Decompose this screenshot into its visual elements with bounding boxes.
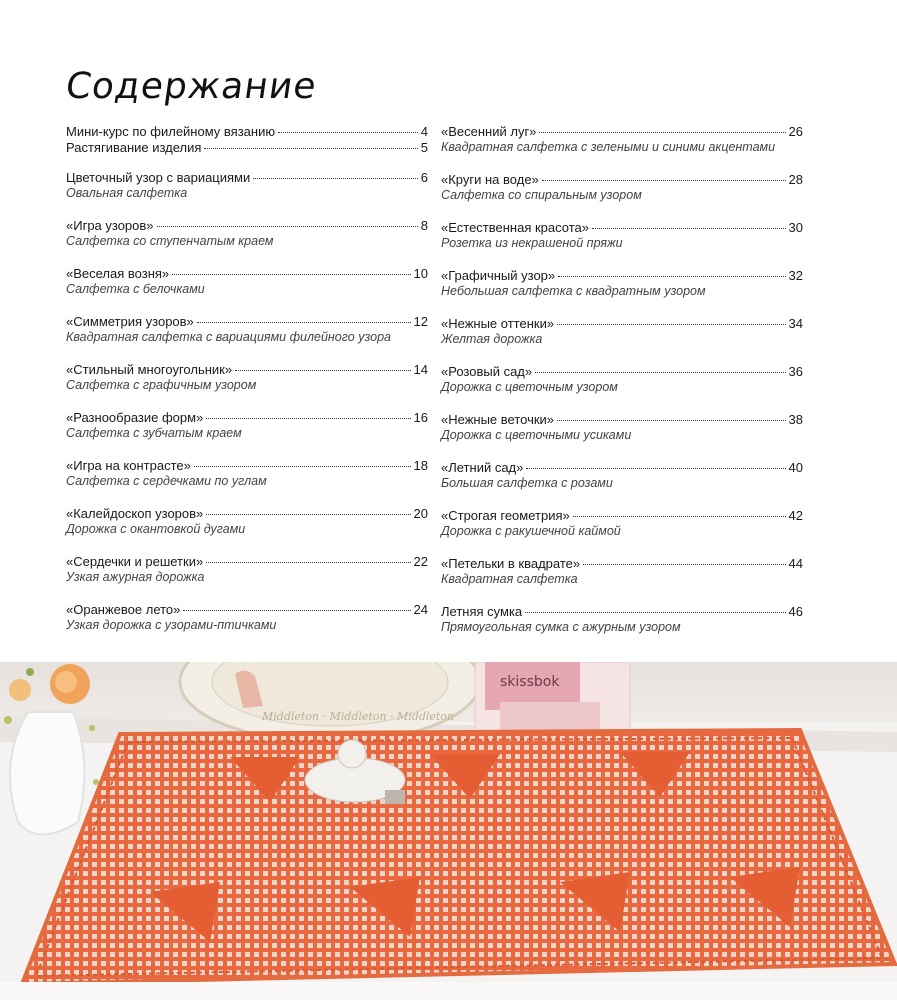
toc-entry-subtitle: Дорожка с ракушечной каймой xyxy=(441,524,621,538)
toc-dot-leader xyxy=(583,564,785,565)
toc-entry[interactable] xyxy=(441,124,803,155)
toc-dot-leader xyxy=(557,324,785,325)
toc-dot-leader xyxy=(525,612,785,613)
toc-entry-line xyxy=(66,314,428,330)
toc-entry[interactable] xyxy=(66,410,428,441)
toc-entry[interactable] xyxy=(66,266,428,297)
toc-entry-subtitle: Овальная салфетка xyxy=(66,186,188,200)
toc-entry-subtitle: Салфетка со спиральным узором xyxy=(441,188,642,202)
toc-entry-title: Растягивание изделия xyxy=(66,140,202,155)
toc-entry[interactable] xyxy=(441,460,803,491)
toc-entry-subtitle: Квадратная салфетка с зелеными и синими акцентами xyxy=(441,140,776,154)
toc-dot-leader xyxy=(558,276,785,277)
plate-text: Middleton · Middleton · Middleton xyxy=(262,710,455,723)
toc-entry-subtitle: Салфетка с графичным узором xyxy=(66,378,257,392)
toc-entry-title: «Весенний луг» xyxy=(441,124,537,139)
toc-entry-title: «Круги на воде» xyxy=(441,172,539,187)
toc-entry[interactable] xyxy=(441,412,803,443)
toc-dot-leader xyxy=(206,418,410,419)
toc-entry-subtitle: Салфетка с зубчатым краем xyxy=(66,426,242,440)
toc-page-number: 34 xyxy=(788,316,803,331)
toc-entry-subtitle: Квадратная салфетка xyxy=(441,572,578,586)
toc-entry-line xyxy=(441,556,803,572)
toc-entry-line xyxy=(441,124,803,140)
toc-entry-title: «Калейдоскоп узоров» xyxy=(66,506,204,521)
toc-page-number: 20 xyxy=(413,506,428,521)
toc-entry-subtitle: Дорожка с цветочным узором xyxy=(441,380,618,394)
toc-entry-subtitle: Дорожка с цветочными усиками xyxy=(441,428,632,442)
toc-entry[interactable] xyxy=(441,364,803,395)
toc-entry[interactable] xyxy=(441,220,803,251)
toc-entry[interactable] xyxy=(66,458,428,489)
toc-entry[interactable] xyxy=(66,554,428,585)
toc-dot-leader xyxy=(183,610,410,611)
toc-entry-title: «Веселая возня» xyxy=(66,266,170,281)
toc-entry-title: Мини-курс по филейному вязанию xyxy=(66,124,276,139)
toc-entry-subtitle: Узкая дорожка с узорами-птичками xyxy=(66,618,277,632)
page-title: Содержание xyxy=(63,66,320,107)
toc-page-number: 4 xyxy=(420,124,428,139)
toc-dot-leader xyxy=(206,562,410,563)
toc-page-number: 22 xyxy=(413,554,428,569)
toc-entry-title: «Игра на контрасте» xyxy=(66,458,191,473)
toc-entry-subtitle: Салфетка со ступенчатым краем xyxy=(66,234,274,248)
toc-entry-line xyxy=(66,266,428,282)
toc-entry[interactable] xyxy=(441,268,803,299)
toc-entry-title: Летняя сумка xyxy=(441,604,523,619)
toc-entry-subtitle: Прямоугольная сумка с ажурным узором xyxy=(441,620,681,634)
toc-entry-line xyxy=(66,218,428,234)
toc-entry-title: «Естественная красота» xyxy=(441,220,589,235)
toc-entry-title: Цветочный узор с вариациями xyxy=(66,170,251,185)
toc-entry-title: «Сердечки и решетки» xyxy=(66,554,204,569)
toc-entry-line xyxy=(66,140,428,156)
toc-entry-line xyxy=(66,506,428,522)
toc-entry-title: «Разнообразие форм» xyxy=(66,410,204,425)
book-text: skissbok xyxy=(500,674,560,690)
toc-entry-line xyxy=(66,124,428,140)
toc-dot-leader xyxy=(204,148,417,149)
toc-page-number: 12 xyxy=(413,314,428,329)
toc-entry[interactable] xyxy=(66,506,428,537)
toc-entry-title: «Нежные веточки» xyxy=(441,412,555,427)
toc-dot-leader xyxy=(539,132,785,133)
toc-entry[interactable] xyxy=(66,362,428,393)
toc-entry[interactable] xyxy=(66,170,428,201)
toc-entry[interactable] xyxy=(66,314,428,345)
toc-page-number: 32 xyxy=(788,268,803,283)
toc-page-number: 24 xyxy=(413,602,428,617)
toc-dot-leader xyxy=(197,322,411,323)
toc-entry-line xyxy=(66,554,428,570)
toc-entry-line xyxy=(441,268,803,284)
toc-entry-subtitle: Узкая ажурная дорожка xyxy=(66,570,205,584)
toc-entry-line xyxy=(66,602,428,618)
toc-page-number: 18 xyxy=(413,458,428,473)
toc-entry-line xyxy=(441,412,803,428)
toc-entry-subtitle: Небольшая салфетка с квадратным узором xyxy=(441,284,706,298)
toc-entry-title: «Оранжевое лето» xyxy=(66,602,181,617)
toc-left-column xyxy=(66,124,428,633)
toc-entry-subtitle: Салфетка с сердечками по углам xyxy=(66,474,267,488)
toc-entry-line xyxy=(66,170,428,186)
toc-dot-leader xyxy=(194,466,411,467)
toc-entry[interactable] xyxy=(441,604,803,635)
toc-entry-title: «Симметрия узоров» xyxy=(66,314,194,329)
toc-page-number: 36 xyxy=(788,364,803,379)
toc-entry-subtitle: Квадратная салфетка с вариациями филейного узора xyxy=(66,330,391,344)
toc-page-number: 16 xyxy=(413,410,428,425)
toc-entry-title: «Стильный многоугольник» xyxy=(66,362,233,377)
toc-dot-leader xyxy=(592,228,786,229)
toc-page-number: 6 xyxy=(420,170,428,185)
toc-entry-title: «Петельки в квадрате» xyxy=(441,556,581,571)
toc-page-number: 28 xyxy=(788,172,803,187)
toc-dot-leader xyxy=(278,132,418,133)
table-edge xyxy=(0,982,897,1000)
toc-entry-line xyxy=(66,410,428,426)
toc-page-number: 14 xyxy=(413,362,428,377)
toc-entry-title: «Нежные оттенки» xyxy=(441,316,555,331)
toc-entry[interactable] xyxy=(66,218,428,249)
toc-entry-title: «Игра узоров» xyxy=(66,218,154,233)
toc-dot-leader xyxy=(253,178,418,179)
toc-entry[interactable] xyxy=(441,556,803,587)
toc-entry[interactable] xyxy=(66,602,428,633)
toc-dot-leader xyxy=(542,180,786,181)
toc-page-number: 10 xyxy=(413,266,428,281)
toc-entry-subtitle: Розетка из некрашеной пряжи xyxy=(441,236,623,250)
toc-dot-leader xyxy=(535,372,785,373)
toc-page-number: 38 xyxy=(788,412,803,427)
toc-entry-line xyxy=(441,220,803,236)
toc-entry-title: «Розовый сад» xyxy=(441,364,533,379)
toc-entry-line xyxy=(66,458,428,474)
toc-page-number: 30 xyxy=(788,220,803,235)
toc-page-number: 5 xyxy=(420,140,428,155)
vase xyxy=(10,712,84,835)
toc-entry-title: «Строгая геометрия» xyxy=(441,508,570,523)
toc-page-number: 42 xyxy=(788,508,803,523)
toc-entry-line xyxy=(441,364,803,380)
toc-entry[interactable] xyxy=(441,316,803,347)
toc-dot-leader xyxy=(235,370,410,371)
toc-dot-leader xyxy=(526,468,785,469)
toc-entry-line xyxy=(441,604,803,620)
toc-entry-subtitle: Большая салфетка с розами xyxy=(441,476,613,490)
toc-entry-subtitle: Дорожка с окантовкой дугами xyxy=(66,522,246,536)
toc-entry[interactable] xyxy=(66,124,428,140)
toc-page-number: 40 xyxy=(788,460,803,475)
toc-entry-subtitle: Желтая дорожка xyxy=(441,332,543,346)
toc-entry[interactable] xyxy=(441,172,803,203)
toc-page-number: 8 xyxy=(420,218,428,233)
toc-entry[interactable] xyxy=(66,140,428,156)
toc-entry-line xyxy=(441,460,803,476)
toc-dot-leader xyxy=(206,514,410,515)
toc-dot-leader xyxy=(573,516,786,517)
toc-entry-line xyxy=(441,316,803,332)
toc-entry[interactable] xyxy=(441,508,803,539)
crochet-runner-photo xyxy=(0,662,897,1000)
toc-entry-title: «Графичный узор» xyxy=(441,268,556,283)
toc-entry-subtitle: Салфетка с белочками xyxy=(66,282,205,296)
toc-dot-leader xyxy=(157,226,418,227)
toc-entry-line xyxy=(66,362,428,378)
toc-dot-leader xyxy=(557,420,786,421)
toc-page-number: 46 xyxy=(788,604,803,619)
toc-page-number: 44 xyxy=(788,556,803,571)
toc-entry-title: «Летний сад» xyxy=(441,460,524,475)
toc-page-number: 26 xyxy=(788,124,803,139)
toc-dot-leader xyxy=(172,274,410,275)
toc-entry-line xyxy=(441,508,803,524)
toc-entry-line xyxy=(441,172,803,188)
toc-right-column xyxy=(441,124,803,635)
